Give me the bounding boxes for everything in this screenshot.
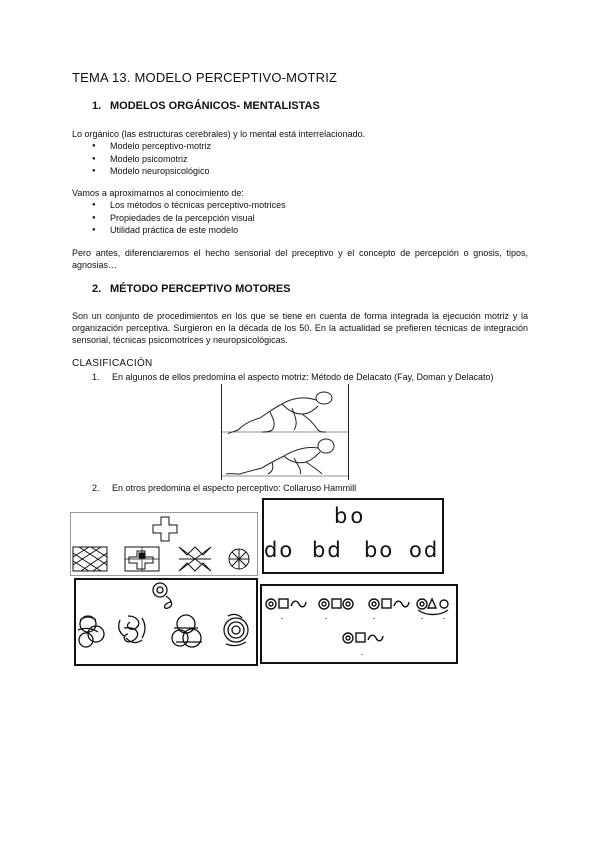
letter-option: od	[409, 538, 440, 562]
section1-closing: Pero antes, diferenciaremos el hecho sensorial del preceptivo y el concepto de percepción o gnosis, tipos, agnosias…	[72, 248, 528, 270]
list-item: ● Propiedades de la percepción visual	[92, 212, 286, 225]
classification-item-1	[92, 372, 494, 382]
letters-target: bo	[334, 504, 367, 528]
section1-intro: Lo orgánico (las estructuras cerebrales) y lo mental está interrelacionado.	[72, 129, 366, 139]
delacato-crawling-figure	[221, 384, 349, 480]
section2-title: MÉTODO PERCEPTIVO MOTORES	[110, 283, 291, 295]
list-item: ● Los métodos o técnicas perceptivo-motrices	[92, 199, 286, 212]
approach-list	[92, 199, 286, 237]
models-list	[92, 140, 211, 178]
cross-pattern-illustration	[71, 513, 257, 575]
section1-title: MODELOS ORGÁNICOS- MENTALISTAS	[110, 100, 320, 112]
list-item: ● Modelo psicomotriz	[92, 153, 211, 166]
letter-option: bd	[312, 538, 343, 562]
figure-spirals	[74, 578, 258, 666]
item-text: En algunos de ellos predomina el aspecto motriz: Método de Delacato (Fay, Doman y Delacato)	[112, 372, 494, 382]
list-item: ● Modelo perceptivo-motriz	[92, 140, 211, 153]
section2-number: 2.	[92, 283, 102, 295]
letter-option: bo	[364, 538, 395, 562]
symbols-illustration	[262, 586, 456, 662]
item-text: En otros predomina el aspecto perceptivo: Collaruso Hammill	[112, 483, 357, 493]
item-number: 2.	[92, 483, 100, 493]
crawling-illustration	[222, 384, 348, 480]
classification-item-2	[92, 483, 356, 493]
section2-paragraph: Son un conjunto de procedimientos en los que se tiene en cuenta de forma integrada la ejecución motriz y la organización perceptiva. Surgieron en la década de los 50. En la actualidad se prefieren técnicas de integración sensorial, técnicas psicomotrices y neuropsicológicas.	[72, 311, 528, 345]
item-number: 1.	[92, 372, 100, 382]
page-title: TEMA 13. MODELO PERCEPTIVO-MOTRIZ	[72, 70, 338, 85]
figure-letters	[262, 498, 444, 574]
figure-cross-patterns	[70, 512, 258, 576]
list-item: ● Modelo neuropsicológico	[92, 165, 211, 178]
classification-label: CLASIFICACIÓN	[72, 358, 153, 369]
list-item: ● Utilidad práctica de este modelo	[92, 224, 286, 237]
section1-heading	[92, 100, 320, 112]
section2-heading	[92, 283, 291, 295]
figure-symbols	[260, 584, 458, 664]
approach-intro: Vamos a aproximarnos al conocimiento de:	[72, 188, 244, 198]
spiral-illustration	[76, 580, 256, 664]
letter-option: do	[264, 538, 295, 562]
section1-number: 1.	[92, 100, 102, 112]
